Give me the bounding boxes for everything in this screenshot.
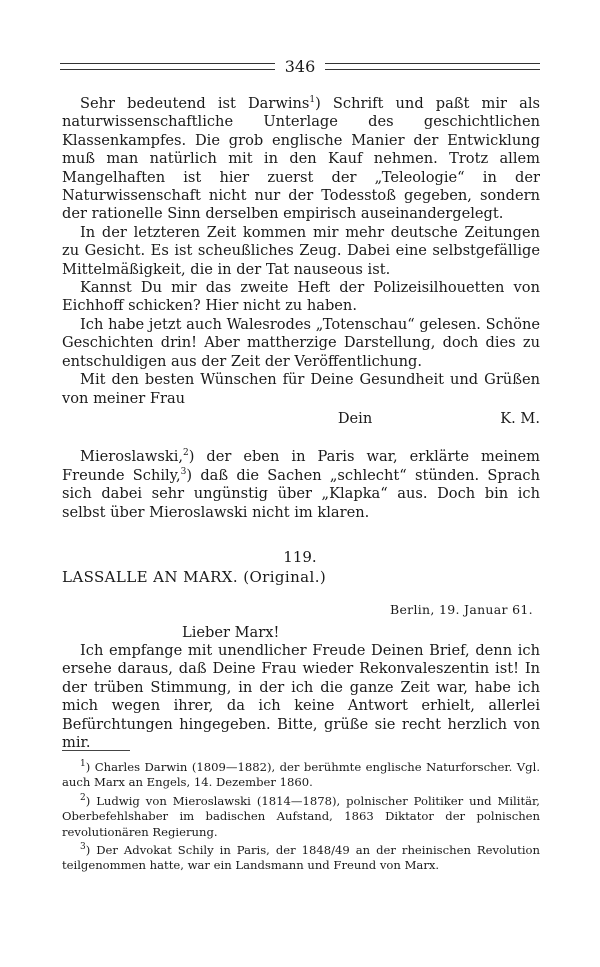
footnotes bbox=[62, 760, 540, 877]
text: Mieroslawski, bbox=[80, 448, 183, 466]
letter-title: LASSALLE AN MARX. bbox=[62, 568, 239, 586]
header-rule-left bbox=[60, 63, 275, 70]
footnote bbox=[62, 760, 540, 791]
letter-body bbox=[62, 642, 540, 752]
text: ) Charles Darwin (1809—1882), der berühmte englische Naturforscher. Vgl. auch Marx an Engels, 14. Dezember 1860. bbox=[62, 760, 540, 790]
footnote-rule bbox=[62, 750, 130, 751]
letter-number: 119. bbox=[283, 548, 317, 566]
footnote bbox=[62, 794, 540, 840]
letter-heading bbox=[62, 568, 326, 586]
footnote-mark: 2 bbox=[80, 792, 86, 803]
signature-initials: K. M. bbox=[500, 409, 540, 427]
letter-greeting: Lieber Marx! bbox=[182, 624, 280, 641]
text: ) daß die Sachen „schlecht“ stünden. Sprach sich dabei sehr ungünstig über „Klapka“ aus. Doch bin ich selbst über Mieroslawski nicht im klaren. bbox=[62, 466, 540, 521]
footnote-mark: 1 bbox=[80, 759, 86, 770]
paragraph: Mit den besten Wünschen für Deine Gesundheit und Grüßen von meiner Frau bbox=[62, 371, 540, 407]
signature bbox=[62, 410, 540, 428]
letter-continuation bbox=[62, 95, 540, 522]
page-header bbox=[60, 56, 540, 76]
text: ) der eben in Paris war, erklärte meinem Freunde Schily, bbox=[62, 448, 540, 484]
letter-date: Berlin, 19. Januar 61. bbox=[390, 602, 533, 617]
text: Sehr bedeutend ist Darwins bbox=[80, 95, 310, 112]
paragraph bbox=[62, 95, 540, 224]
footnote-ref: 1 bbox=[309, 95, 316, 106]
text: ) Ludwig von Mieroslawski (1814—1878), polnischer Politiker und Militär, Oberbefehlshaber im badischen Aufstand, 1863 Diktator der polnischen revolutionären Regierung. bbox=[62, 793, 540, 839]
text: ) Schrift und paßt mir als naturwissenschaftliche Unterlage des geschichtlichen Klassenkampfes. Die grob englische Manier der Entwicklung muß man natürlich mit in den Kauf nehmen. Trotz allem Mangelhaften ist hier zuerst der „Teleologie“ in der Naturwissenschaft nicht nur der Todesstoß gegeben, sondern der rationelle Sinn derselben empirisch auseinandergelegt. bbox=[62, 95, 540, 223]
postscript bbox=[62, 448, 540, 522]
signature-closing: Dein bbox=[337, 409, 373, 427]
footnote-ref: 2 bbox=[183, 448, 189, 459]
footnote bbox=[62, 843, 540, 874]
paragraph: In der letzteren Zeit kommen mir mehr deutsche Zeitungen zu Gesicht. Es ist scheußliches Zeug. Dabei eine selbstgefällige Mittelmäßigkeit, die in der Tat nauseous ist. bbox=[62, 223, 540, 278]
paragraph: Ich empfange mit unendlicher Freude Deinen Brief, denn ich ersehe daraus, daß Deine Frau wieder Rekonvaleszentin ist! In der trüben Stimmung, in der ich die ganze Zeit war, habe ich mich wegen ihrer, da ich keine Antwort erhielt, allerlei Befürchtungen hingegeben. Bitte, grüße sie recht herzlich von mir. bbox=[62, 642, 540, 752]
footnote-ref: 3 bbox=[180, 466, 187, 477]
letter-source-note: (Original.) bbox=[243, 568, 327, 586]
footnote-mark: 3 bbox=[80, 842, 86, 853]
page-number: 346 bbox=[284, 56, 316, 76]
header-rule-right bbox=[325, 63, 540, 70]
text: ) Der Advokat Schily in Paris, der 1848/49 an der rheinischen Revolution teilgenommen hatte, war ein Landsmann und Freund von Marx. bbox=[62, 843, 540, 873]
paragraph: Kannst Du mir das zweite Heft der Polizeisilhouetten von Eichhoff schicken? Hier nicht zu haben. bbox=[62, 279, 540, 315]
paragraph: Ich habe jetzt auch Walesrodes „Totenschau“ gelesen. Schöne Geschichten drin! Aber mattherzige Darstellung, doch dies zu entschuldigen aus der Zeit der Veröffentlichung. bbox=[62, 315, 540, 370]
